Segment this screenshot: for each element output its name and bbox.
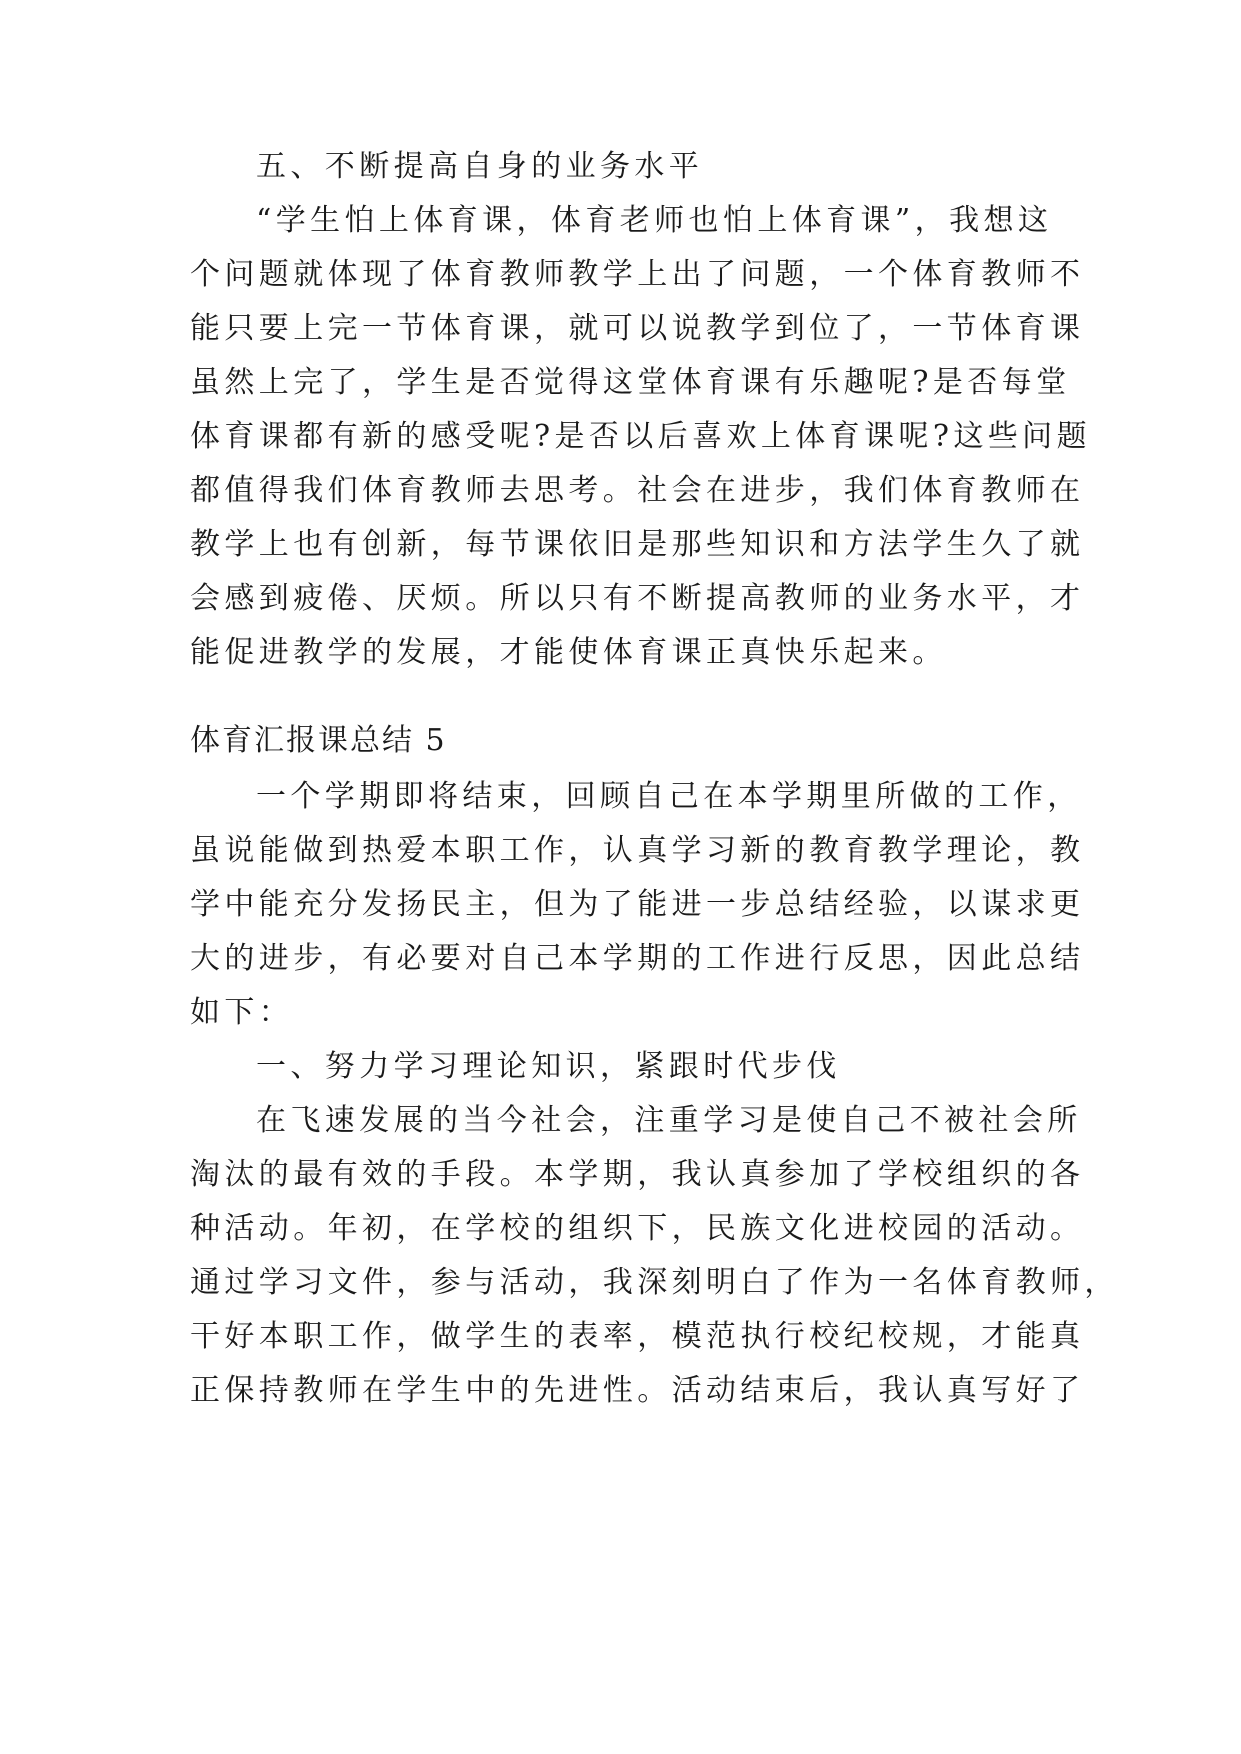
- paragraph-line: 如下：: [190, 995, 294, 1030]
- paragraph-line: 个问题就体现了体育教师教学上出了问题，一个体育教师不: [190, 257, 1085, 292]
- section-five-heading: 五、不断提高自身的业务水平: [256, 149, 704, 184]
- paragraph-line: 一个学期即将结束，回顾自己在本学期里所做的工作，: [256, 779, 1082, 814]
- paragraph-line: 能促进教学的发展，才能使体育课正真快乐起来。: [190, 635, 947, 670]
- paragraph-line: 淘汰的最有效的手段。本学期，我认真参加了学校组织的各: [190, 1157, 1085, 1192]
- paragraph-line: 教学上也有创新，每节课依旧是那些知识和方法学生久了就: [190, 527, 1085, 562]
- paragraph-line: “学生怕上体育课，体育老师也怕上体育课”，我想这: [256, 203, 1053, 238]
- paragraph-line: 在飞速发展的当今社会，注重学习是使自己不被社会所: [256, 1103, 1082, 1138]
- paragraph-line: 正保持教师在学生中的先进性。活动结束后，我认真写好了: [190, 1373, 1085, 1408]
- paragraph-line: 种活动。年初，在学校的组织下，民族文化进校园的活动。: [190, 1211, 1085, 1246]
- paragraph-line: 虽然上完了，学生是否觉得这堂体育课有乐趣呢?是否每堂: [190, 365, 1071, 400]
- paragraph-line: 体育课都有新的感受呢?是否以后喜欢上体育课呢?这些问题: [190, 419, 1091, 454]
- paragraph-line: 能只要上完一节体育课，就可以说教学到位了，一节体育课: [190, 311, 1085, 346]
- paragraph-line: 大的进步，有必要对自己本学期的工作进行反思，因此总结: [190, 941, 1085, 976]
- paragraph-line: 干好本职工作，做学生的表率，模范执行校纪校规，才能真: [190, 1319, 1085, 1354]
- paragraph-line: 学中能充分发扬民主，但为了能进一步总结经验，以谋求更: [190, 887, 1085, 922]
- summary-title: 体育汇报课总结 5: [190, 723, 447, 758]
- section-one-heading: 一、努力学习理论知识，紧跟时代步伐: [256, 1049, 841, 1084]
- paragraph-line: 会感到疲倦、厌烦。所以只有不断提高教师的业务水平，才: [190, 581, 1085, 616]
- paragraph-line: 通过学习文件，参与活动，我深刻明白了作为一名体育教师，: [190, 1265, 1119, 1300]
- paragraph-line: 都值得我们体育教师去思考。社会在进步，我们体育教师在: [190, 473, 1085, 508]
- paragraph-line: 虽说能做到热爱本职工作，认真学习新的教育教学理论，教: [190, 833, 1085, 868]
